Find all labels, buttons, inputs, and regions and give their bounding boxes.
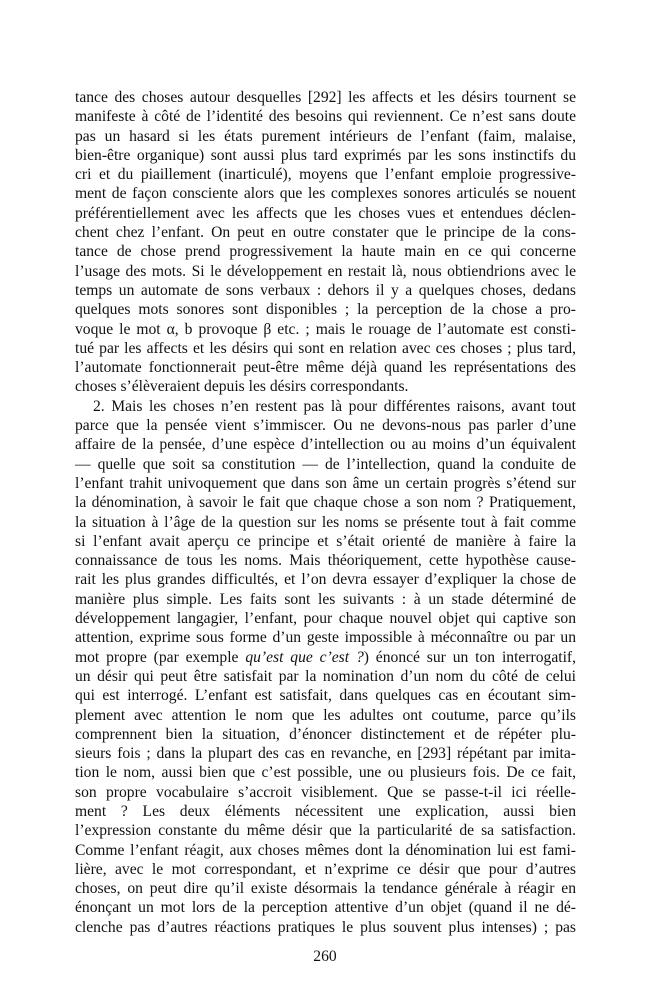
text-line — [75, 416, 576, 435]
text-line — [75, 88, 576, 107]
text-line-content: la situation à l’âge de la question sur les noms se présente tout à fait comme — [75, 513, 576, 531]
text-line — [75, 146, 576, 165]
text-line — [75, 860, 576, 879]
text-line-content: sieurs fois ; dans la plupart des cas en revanche, en [293] répétant par imita- — [75, 745, 576, 763]
text-line — [75, 879, 576, 898]
text-line-content: temps un automate de sons verbaux : dehors il y a quelques choses, dedans — [75, 281, 576, 299]
text-line — [75, 898, 576, 917]
text-line-content: l’enfant trahit univoquement que dans son âme un certain progrès s’étend sur — [75, 474, 576, 492]
italic-text: qu’est que c’est ? — [245, 648, 364, 666]
text-line — [75, 242, 576, 261]
text-line — [75, 570, 576, 589]
text-line — [75, 532, 576, 551]
text-line-content: comprennent bien la situation, d’énoncer distinctement et de répéter plu- — [75, 725, 576, 743]
text-line-content: manière plus simple. Les faits sont les suivants : à un stade déterminé de — [75, 590, 576, 608]
text-line-content: cri et du piaillement (inarticulé), moyens que l’enfant emploie progressive- — [75, 166, 576, 184]
text-line — [75, 320, 576, 339]
text-line — [75, 455, 576, 474]
text-line-content: ment de façon consciente alors que les complexes sonores articulés se nouent — [75, 185, 576, 203]
text-line — [75, 725, 576, 744]
body-text — [75, 88, 576, 937]
text-line-content: — quelle que soit sa constitution — de l’intellection, quand la conduite de — [75, 455, 576, 473]
text-line-content: tué par les affects et les désirs qui sont en relation avec ces choses ; plus tard, — [75, 339, 576, 357]
text-line — [75, 281, 576, 300]
text-line-content: l’automate fonctionnerait peut-être même déjà quand les représentations des — [75, 359, 576, 377]
text-line-content — [75, 648, 576, 667]
text-line — [75, 821, 576, 840]
text-line-content: 2. Mais les choses n’en restent pas là pour différentes raisons, avant tout — [93, 397, 576, 415]
text-line — [75, 493, 576, 512]
text-line-content: énonçant un mot lors de la perception attentive d’un objet (quand il ne dé- — [75, 899, 576, 917]
text-line — [75, 590, 576, 609]
text-line-content: bien-être organique) sont aussi plus tard exprimés par les sons instinctifs du — [75, 146, 576, 164]
text-line-content: développement langagier, l’enfant, pour chaque nouvel objet qui captive son — [75, 610, 576, 628]
text-line — [75, 262, 576, 281]
text-line-content: l’expression constante du même désir que la particularité de sa satisfaction. — [75, 822, 576, 840]
text-line — [75, 474, 576, 493]
text-line-content: rait les plus grandes difficultés, et l’on devra essayer d’expliquer la chose de — [75, 571, 576, 589]
text-line-content: tion le nom, aussi bien que c’est possible, une ou plusieurs fois. De ce fait, — [75, 764, 576, 782]
text-line — [75, 165, 576, 184]
text-line — [75, 783, 576, 802]
text-line-content: son propre vocabulaire s’accroit visiblement. Que se passe-t-il ici réelle- — [75, 783, 576, 801]
text-line — [75, 204, 576, 223]
text-line — [75, 377, 576, 396]
text-line-content: tance de chose prend progressivement la haute main en ce qui concerne — [75, 243, 576, 261]
text-line — [75, 339, 576, 358]
text-line — [75, 686, 576, 705]
text-line-content: affaire de la pensée, d’une espèce d’intellection ou au moins d’un équivalent — [75, 436, 576, 454]
text-line — [75, 435, 576, 454]
text-line — [75, 763, 576, 782]
text-line — [75, 513, 576, 532]
paragraph — [75, 88, 576, 397]
paragraph — [75, 397, 576, 937]
text-line-content: chent chez l’enfant. On peut en outre constater que le principe de la cons- — [75, 224, 576, 242]
text-line-content: un désir qui peut être satisfait par la nomination d’un nom du côté de celui — [75, 667, 576, 685]
text-line-content: choses s’élèveraient depuis les désirs correspondants. — [75, 378, 409, 396]
text-line-content: si l’enfant avait aperçu ce principe et s’était orienté de manière à faire la — [75, 532, 576, 550]
text-line-content: pas un hasard si les états purement intérieurs de l’enfant (faim, malaise, — [75, 127, 576, 145]
text-line — [75, 397, 576, 416]
text-line — [75, 609, 576, 628]
text-line — [75, 628, 576, 647]
text-line-content: l’usage des mots. Si le développement en restait là, nous obtiendrions avec le — [75, 262, 576, 280]
text-line — [75, 127, 576, 146]
text-line — [75, 223, 576, 242]
text-line-content: choses, on peut dire qu’il existe désormais la tendance générale à réagir en — [75, 880, 576, 898]
text-segment: ) énoncé sur un ton interrogatif, — [363, 648, 576, 666]
text-line-content: voque le mot α, b provoque β etc. ; mais le rouage de l’automate est consti- — [75, 320, 576, 338]
text-line-content: attention, exprime sous forme d’un geste impossible à méconnaître ou par un — [75, 629, 576, 647]
text-line-content: manifeste à côté de l’identité des besoins qui reviennent. Ce n’est sans doute — [75, 108, 576, 126]
text-line — [75, 802, 576, 821]
text-segment: mot propre (par exemple — [75, 648, 246, 666]
text-line-content: plement avec attention le nom que les adultes ont coutume, parce qu’ils — [75, 706, 576, 724]
text-line-content: parce que la pensée vient s’immiscer. Ou ne devons-nous pas parler d’une — [75, 417, 576, 435]
text-line-content: clenche pas d’autres réactions pratiques le plus souvent plus intenses) ; pas — [75, 918, 576, 936]
text-line — [75, 667, 576, 686]
text-line-content: préférentiellement avec les affects que les choses vues et entendues déclen- — [75, 204, 576, 222]
text-line — [75, 551, 576, 570]
text-line-content: tance des choses autour desquelles [292] les affects et les désirs tournent se — [75, 89, 576, 106]
text-line — [75, 918, 576, 937]
text-line — [75, 300, 576, 319]
text-line-content: connaissance de tous les noms. Mais théoriquement, cette hypothèse cause- — [75, 552, 576, 570]
text-line-content: la dénomination, à savoir le fait que chaque chose a son nom ? Pratiquement, — [75, 494, 576, 512]
text-line — [75, 648, 576, 667]
text-line — [75, 841, 576, 860]
text-line — [75, 706, 576, 725]
text-line — [75, 107, 576, 126]
page-number: 260 — [313, 948, 337, 965]
text-line — [75, 358, 576, 377]
text-line-content: Comme l’enfant réagit, aux choses mêmes dont la dénomination lui est fami- — [75, 841, 576, 859]
text-line-content: quelques mots sonores sont disponibles ; la perception de la chose a pro- — [75, 301, 576, 319]
text-line-content: ment ? Les deux éléments nécessitent une explication, aussi bien — [75, 802, 576, 820]
text-line-content: lière, avec le mot correspondant, et n’exprime ce désir que pour d’autres — [75, 860, 576, 878]
text-line — [75, 184, 576, 203]
text-line-content: qui est interrogé. L’enfant est satisfait, dans quelques cas en écoutant sim- — [75, 687, 576, 705]
text-line — [75, 744, 576, 763]
